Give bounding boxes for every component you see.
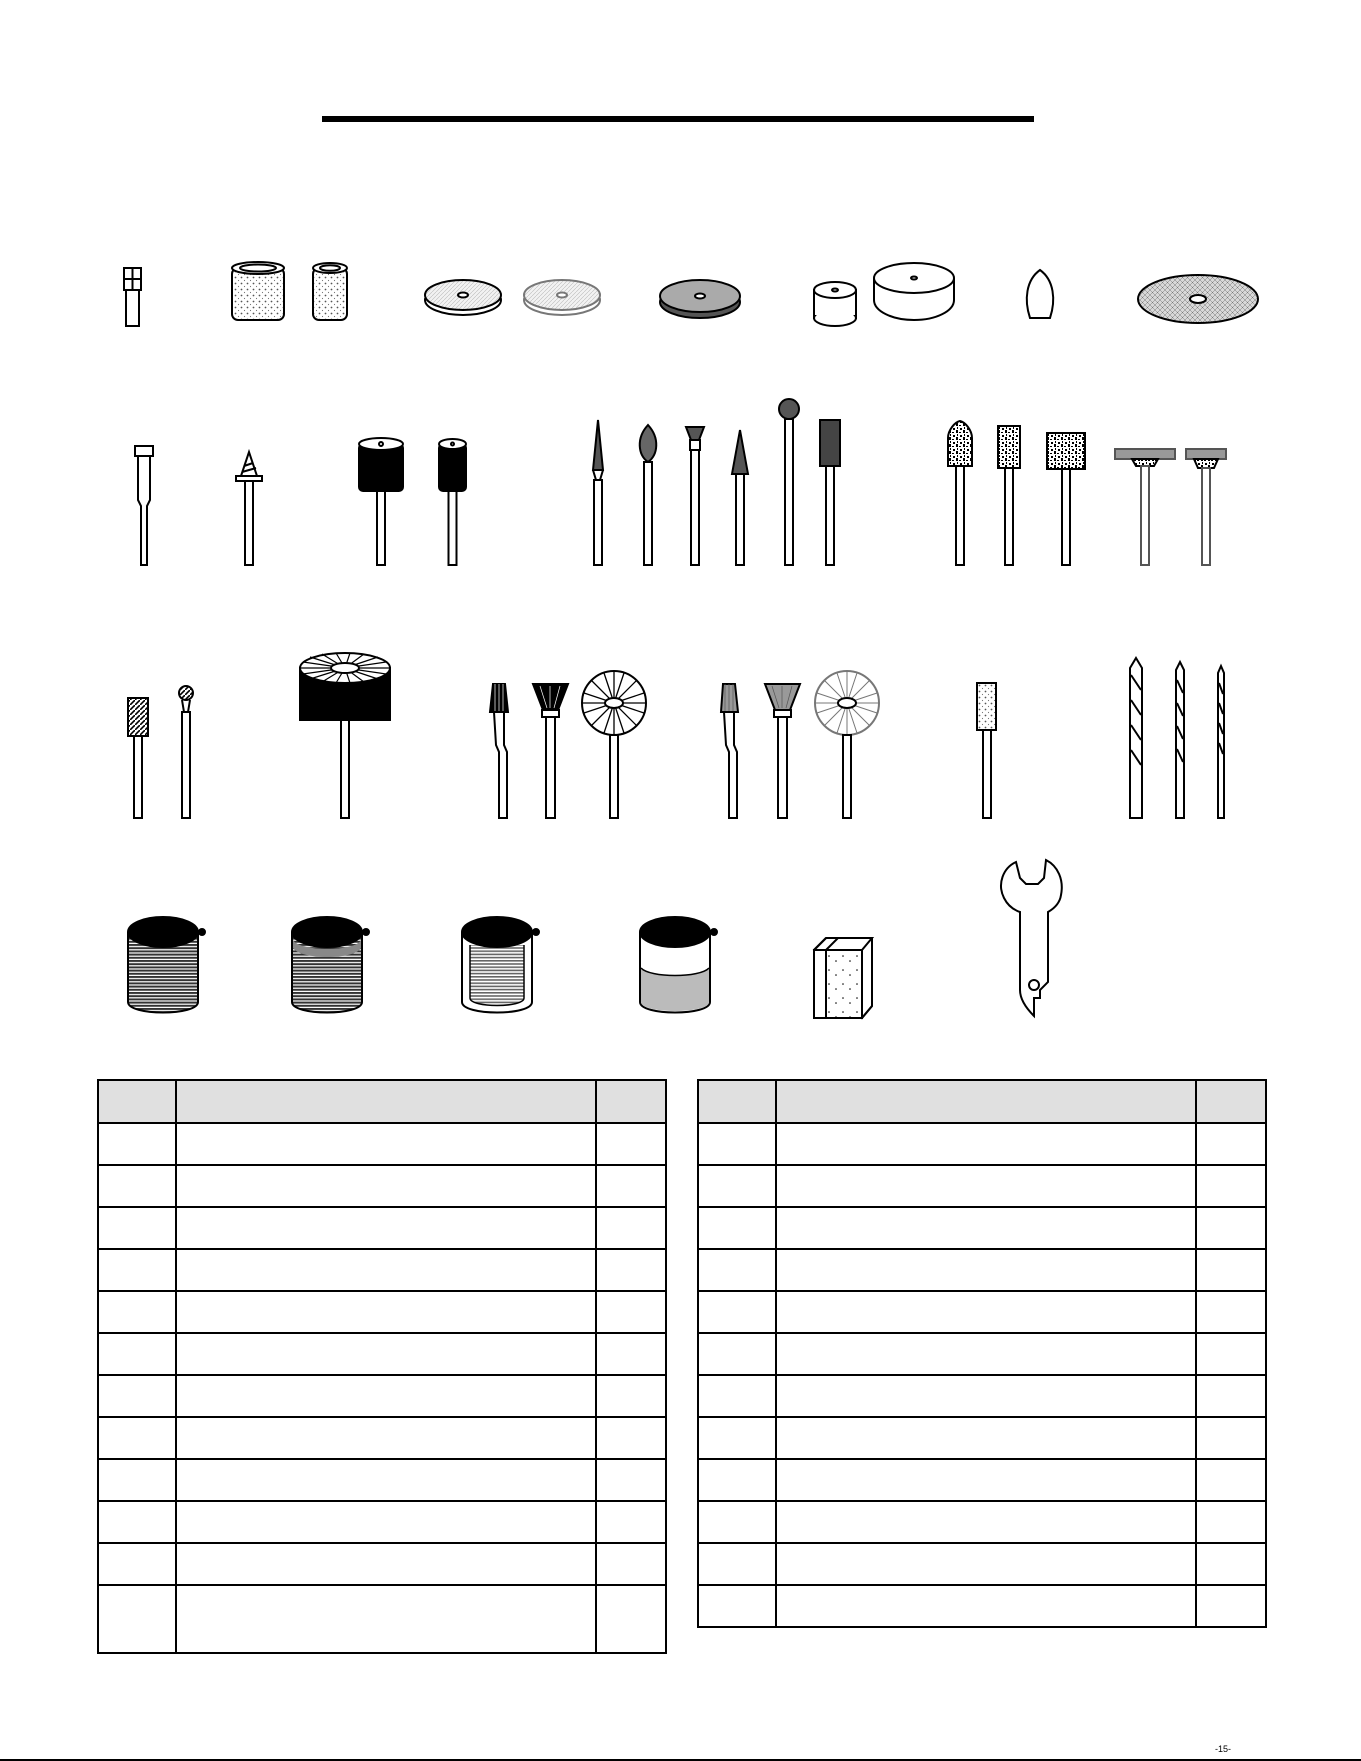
table-row — [98, 1501, 666, 1543]
engraving-cutter-ball-icon — [779, 399, 799, 565]
header-description — [176, 1080, 596, 1123]
table-row — [698, 1207, 1266, 1249]
table-row — [98, 1459, 666, 1501]
page-mark: -15- — [1215, 1744, 1232, 1754]
disc-canister-2-icon — [292, 917, 369, 1013]
polishing-wheel-small-icon — [814, 282, 856, 326]
disc-canister-3-icon — [462, 917, 539, 1013]
header-no — [98, 1080, 176, 1123]
table-row — [698, 1333, 1266, 1375]
sanding-band-small-icon — [313, 263, 347, 320]
drill-bit-large-icon — [1130, 658, 1142, 818]
grinding-stone-bullet-icon — [948, 421, 972, 565]
grinding-disc-icon — [660, 280, 740, 318]
sanding-drum-small-icon — [439, 439, 466, 565]
sanding-band-large-icon — [232, 262, 284, 320]
table-row — [698, 1501, 1266, 1543]
engraving-cutter-cone-icon — [686, 427, 704, 565]
table-row — [698, 1543, 1266, 1585]
compound-canister-icon — [640, 917, 717, 1013]
bristle-brush-straight-light-icon — [721, 684, 738, 818]
table-row — [698, 1291, 1266, 1333]
wire-wheel-dark-icon — [582, 671, 646, 818]
engraving-cutter-flame-icon — [640, 425, 657, 565]
polishing-wheel-large-icon — [874, 263, 954, 320]
table-row — [98, 1165, 666, 1207]
cutter-ball-icon — [179, 686, 193, 818]
table-row — [698, 1417, 1266, 1459]
parts-table-right — [697, 1079, 1267, 1628]
table-row — [698, 1375, 1266, 1417]
rubber-polisher-narrow-icon — [1186, 449, 1226, 565]
header-no — [698, 1080, 776, 1123]
bristle-brush-straight-dark-icon — [490, 684, 508, 818]
engraving-cutter-needle-icon — [593, 420, 603, 565]
table-row — [98, 1543, 666, 1585]
grinding-stone-square-icon — [1047, 433, 1085, 565]
parts-table-left — [97, 1079, 667, 1654]
engraving-cutter-cylinder-icon — [820, 420, 840, 565]
table-row — [98, 1585, 666, 1653]
sanding-drum-large-icon — [359, 438, 403, 565]
drill-bit-medium-icon — [1176, 662, 1184, 818]
table-row — [98, 1207, 666, 1249]
table-row — [698, 1123, 1266, 1165]
grinding-stone-cylinder-icon — [998, 426, 1020, 565]
table-row — [98, 1249, 666, 1291]
header-description — [776, 1080, 1196, 1123]
cutoff-wheel-light-icon — [524, 280, 600, 315]
table-row — [98, 1375, 666, 1417]
wire-wheel-light-icon — [815, 671, 879, 818]
mesh-cutoff-disc-icon — [1138, 275, 1258, 323]
bristle-brush-cup-light-icon — [765, 684, 800, 818]
table-row — [698, 1459, 1266, 1501]
table-row — [698, 1165, 1266, 1207]
felt-tip-icon — [977, 683, 996, 818]
cutter-cylinder-icon — [128, 698, 148, 818]
table-row — [98, 1333, 666, 1375]
table-row — [698, 1585, 1266, 1627]
table-row — [98, 1123, 666, 1165]
table-row — [698, 1249, 1266, 1291]
wrench-icon — [1001, 860, 1062, 1016]
disc-canister-1-icon — [128, 917, 205, 1013]
cutoff-wheel-icon — [425, 280, 501, 315]
flap-wheel-icon — [300, 653, 390, 818]
table-row — [98, 1291, 666, 1333]
drill-bit-small-icon — [1218, 666, 1224, 818]
header-qty — [1196, 1080, 1266, 1123]
screw-mandrel-icon — [135, 446, 153, 565]
table-row — [98, 1417, 666, 1459]
dressing-block-icon — [814, 938, 872, 1018]
polishing-point-icon — [1027, 270, 1053, 318]
header-qty — [596, 1080, 666, 1123]
bristle-brush-cup-dark-icon — [533, 684, 568, 818]
engraving-cutter-taper-icon — [732, 430, 748, 565]
mandrel-icon — [124, 268, 141, 326]
drill-mandrel-icon — [236, 452, 262, 565]
rubber-polisher-wide-icon — [1115, 449, 1175, 565]
